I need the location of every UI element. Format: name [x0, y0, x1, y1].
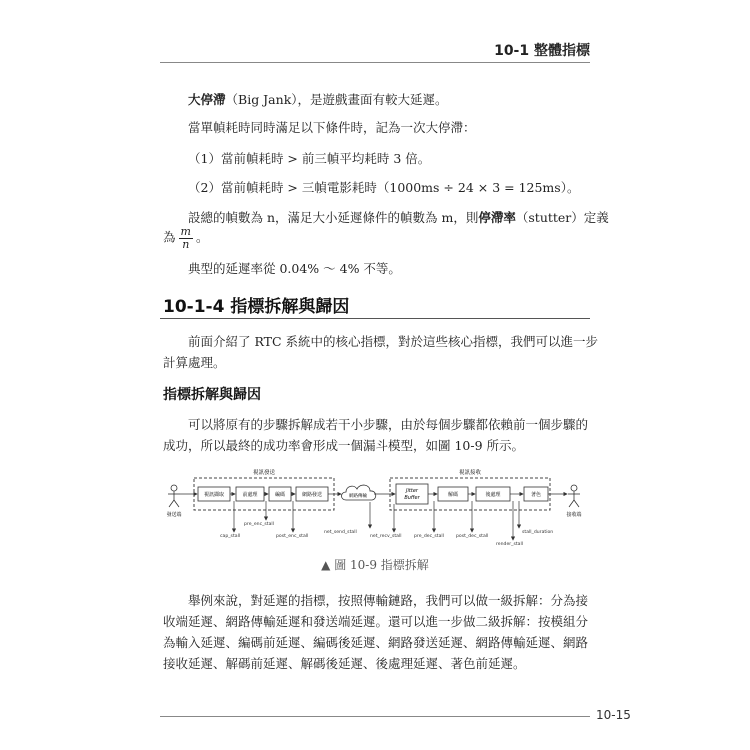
stall-duration: stall_duration: [522, 530, 554, 535]
paragraph-example-3: 為輸入延遲、編碼前延遲、編碼後延遲、網路發送延遲、網路傳輸延遲、網路: [163, 635, 589, 650]
stall-labels: [220, 521, 553, 547]
stutter-suffix: 。: [195, 229, 209, 245]
header-divider: [160, 62, 590, 63]
paragraph-example-1: 舉例來說，對延遲的指標，按照傳輸鏈路，我們可以做一級拆解：分為接: [188, 593, 589, 608]
box-jitter-label: Jitter: [406, 488, 418, 494]
term-stutter: 停滯率: [478, 210, 516, 225]
stall-net-send: net_send_stall: [324, 530, 357, 535]
paragraph-intro-2: 計算處理。: [163, 355, 226, 370]
figure-caption: ▲ 圖 10-9 指標拆解: [321, 558, 429, 572]
sender-person-icon: [168, 485, 180, 507]
paragraph-intro-1: 前面介紹了 RTC 系統中的核心指標，對於這些核心指標，我們可以進一步: [188, 334, 599, 349]
stutter-text-a: 設總的幀數為 n，滿足大小延遲條件的幀數為 m，則: [188, 210, 479, 225]
stall-pre-dec: pre_dec_stall: [414, 534, 444, 539]
stall-pre-enc: pre_enc_stall: [244, 522, 274, 527]
paragraph-funnel-2: 成功，所以最終的成功率會形成一個漏斗模型，如圖 10-9 所示。: [163, 438, 525, 453]
box-preprocess-label: 前處理: [242, 492, 258, 498]
paragraph-condition-intro: 當單幀耗時同時滿足以下條件時，記為一次大停滯：: [188, 120, 476, 135]
footer-divider: [160, 716, 590, 717]
condition-1: （1）當前幀耗時 > 前三幀平均耗時 3 倍。: [188, 151, 431, 166]
receiver-group-label: 視訊接收: [458, 470, 482, 476]
stall-render: render_stall: [496, 542, 524, 547]
stall-post-dec: post_dec_stall: [456, 534, 489, 539]
box-postprocess-label: 後處理: [485, 492, 501, 498]
fraction-numerator: m: [180, 225, 191, 238]
fraction-denominator: n: [182, 237, 190, 251]
box-buffer-label: Buffer: [404, 495, 420, 501]
stutter-fraction: [179, 226, 193, 250]
receiver-person-icon: [568, 485, 580, 507]
box-encode-label: 編碼: [274, 492, 286, 498]
running-header: 10-1 整體指標: [494, 43, 590, 59]
subsection-title: 指標拆解與歸因: [163, 387, 261, 403]
paragraph-example-4: 接收延遲、解碼前延遲、解碼後延遲、後處理延遲、著色前延遲。: [163, 656, 526, 671]
paragraph-stutter: [188, 207, 609, 229]
box-net-transfer-label: 網路傳輸: [349, 494, 367, 499]
metric-breakdown-diagram: [158, 462, 598, 552]
big-jank-text: （Big Jank），是遊戲畫面有較大延遲。: [225, 92, 448, 107]
section-title: 10-1-4 指標拆解與歸因: [163, 297, 350, 317]
box-net-send-label: 網路發送: [301, 492, 323, 498]
paragraph-typical: 典型的延遲率從 0.04% ～ 4% 不等。: [188, 261, 401, 276]
box-capture-label: 視訊擷取: [203, 492, 225, 498]
term-big-jank: 大停滯: [188, 92, 226, 107]
condition-2: （2）當前幀耗時 > 三幀電影耗時（1000ms ÷ 24 × 3 = 125ms）。: [188, 180, 580, 195]
box-decode-label: 解碼: [447, 492, 459, 498]
stall-net-recv: net_recv_stall: [370, 534, 402, 539]
sender-group-label: 視訊發送: [252, 470, 276, 476]
stall-cap: cap_stall: [220, 534, 241, 539]
paragraph-funnel-1: 可以將原有的步驟拆解成若干小步驟，由於每個步驟都依賴前一個步驟的: [188, 417, 589, 432]
box-render-label: 著色: [530, 492, 542, 498]
paragraph-example-2: 收端延遲、網路傳輸延遲和發送端延遲。還可以進一步做二級拆解：按模組分: [163, 614, 589, 629]
receiver-label: 接收端: [566, 512, 582, 518]
stutter-prefix: 為: [163, 229, 176, 245]
box-jitter-buffer: [396, 484, 428, 504]
stall-post-enc: post_enc_stall: [276, 534, 309, 539]
page-number: 10-15: [596, 708, 631, 722]
sender-label: 發送端: [166, 512, 182, 518]
paragraph-big-jank: [188, 89, 448, 111]
paragraph-stutter-cont: [163, 226, 208, 250]
stutter-text-b: （stutter）定義: [515, 210, 609, 225]
section-divider: [160, 318, 590, 319]
